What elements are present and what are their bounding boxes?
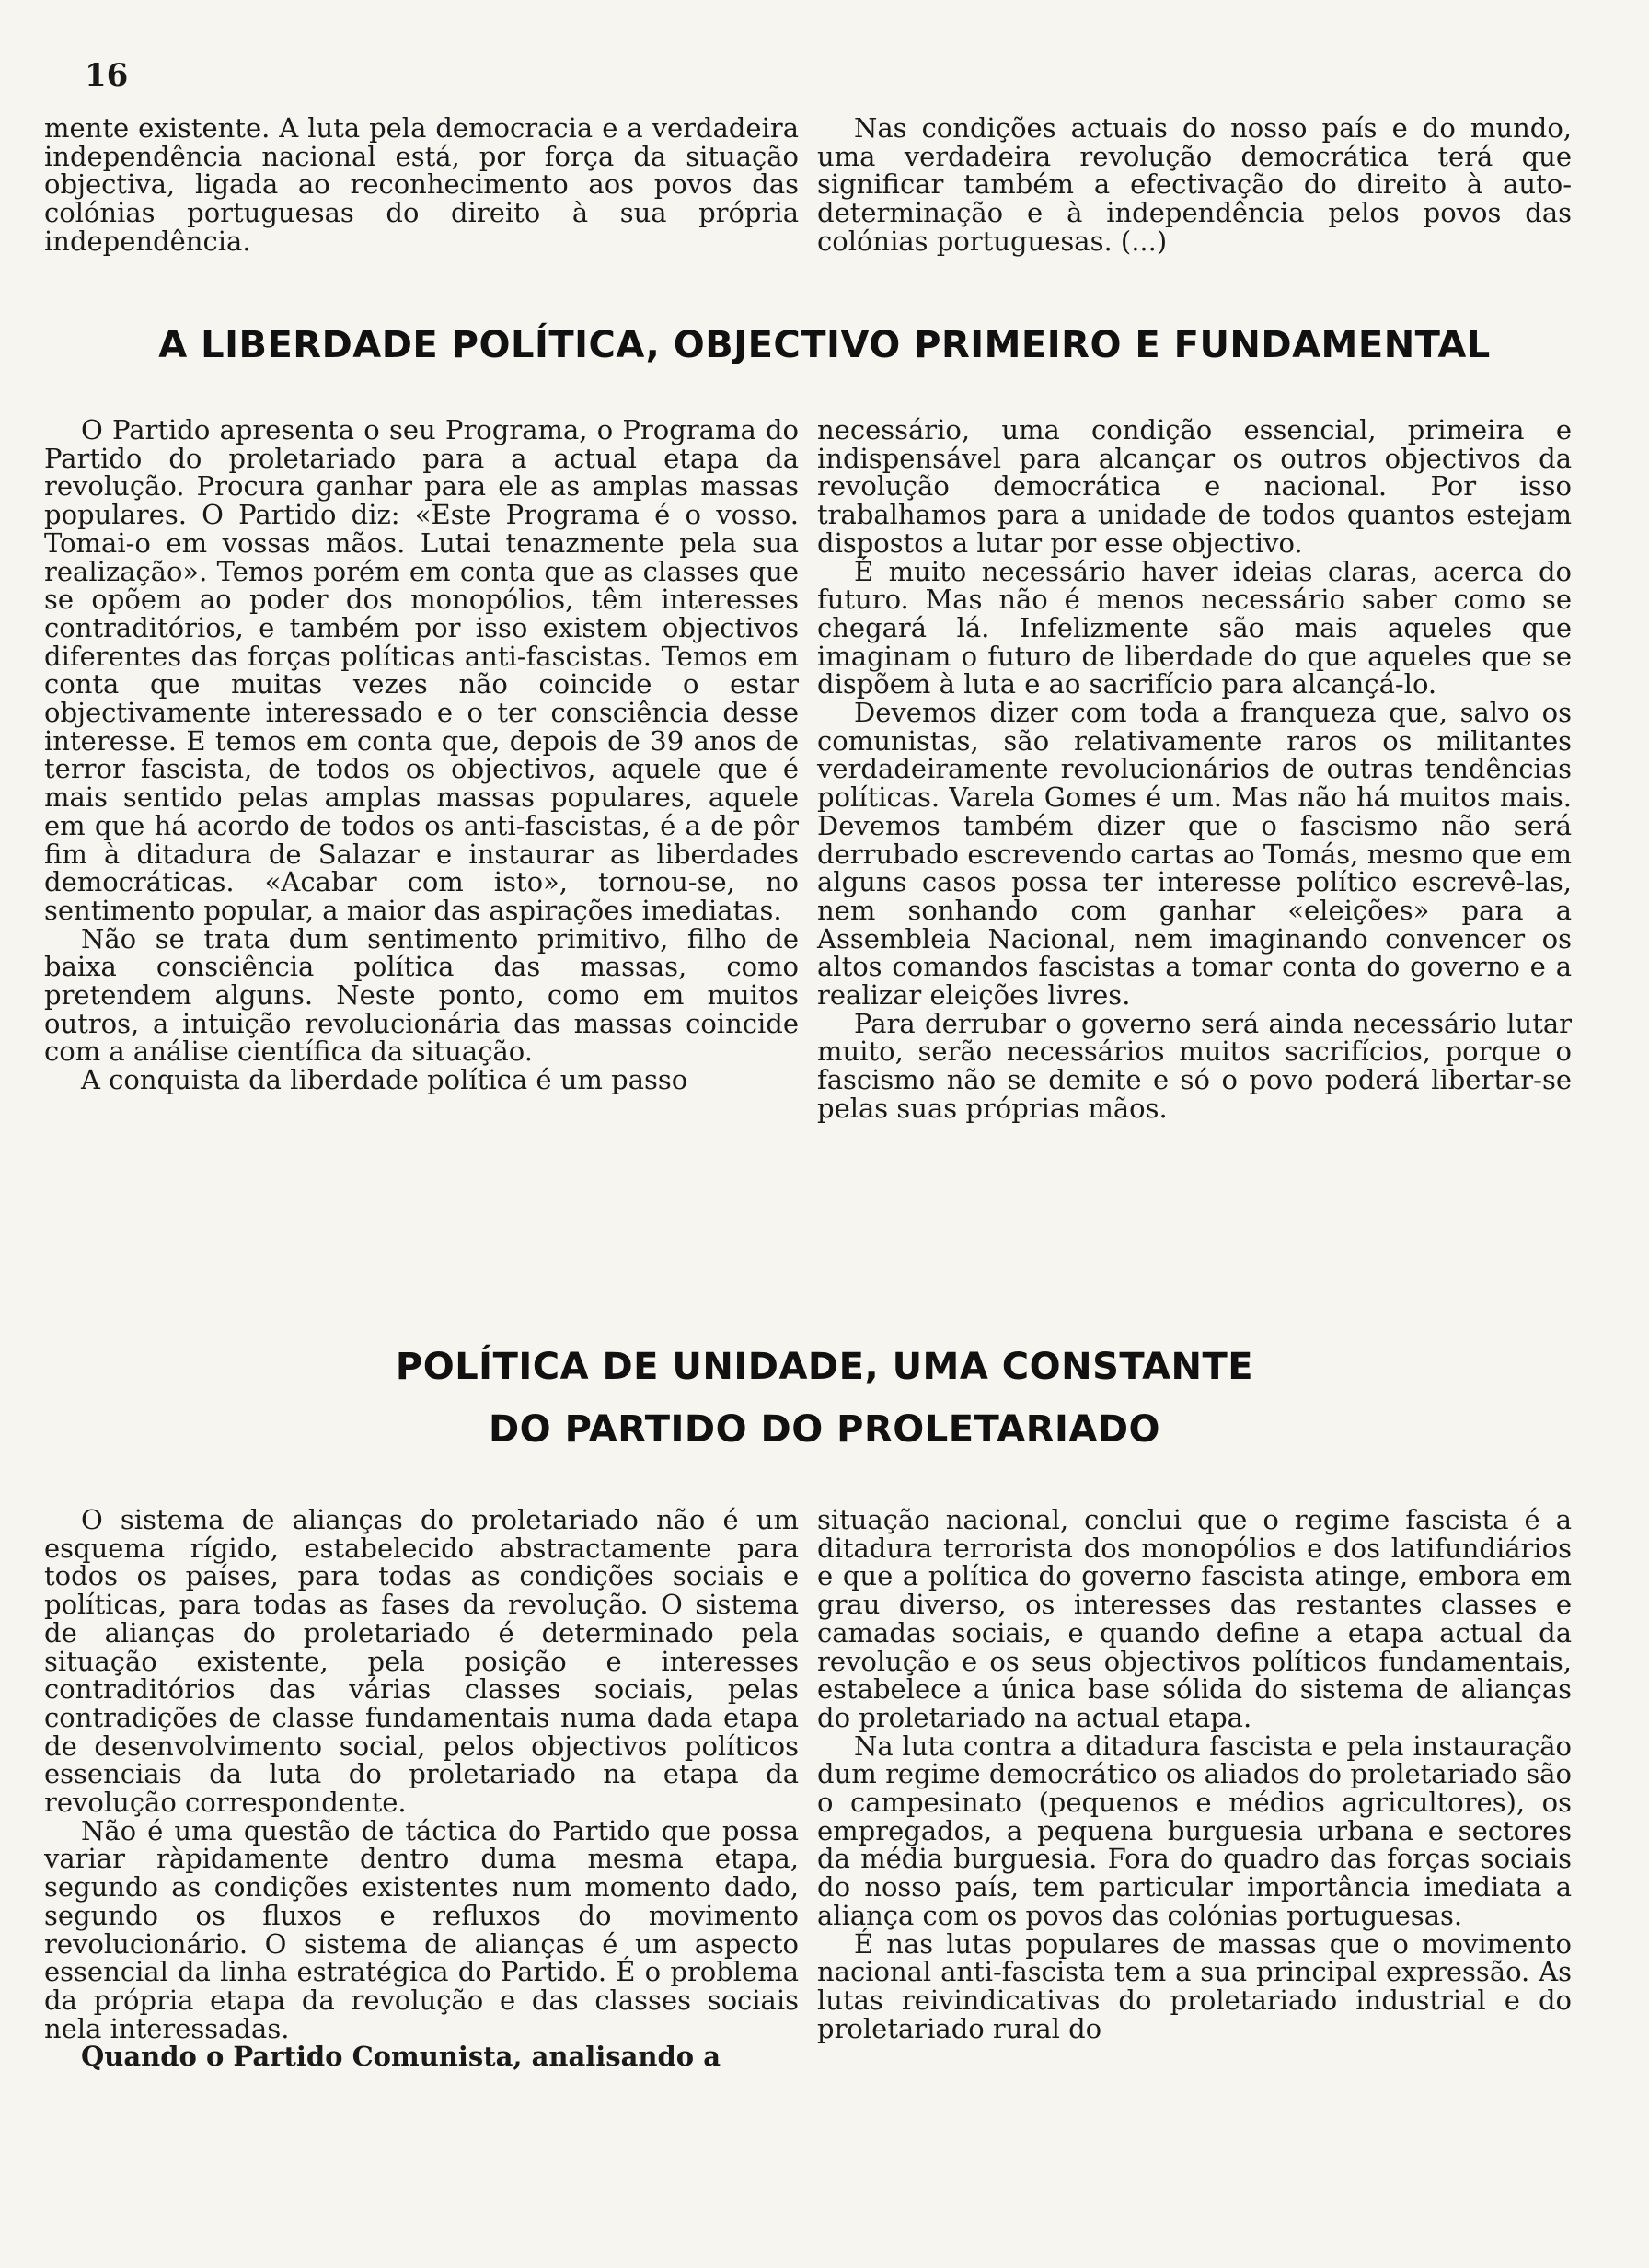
paragraph: É muito necessário haver ideias claras, acerca do futuro. Mas não é menos necessário saber como se chegará lá. Infelizmente são mais aqueles que imaginam o futuro de liberdade do que aqueles que se dispõem à luta e ao sacrifício para alcançá-lo. [817, 555, 1572, 700]
top-columns [44, 114, 1572, 256]
section-heading-liberdade: A LIBERDADE POLÍTICA, OBJECTIVO PRIMEIRO E FUNDAMENTAL [158, 324, 1491, 366]
paragraph: Para derrubar o governo será ainda necessário lutar muito, serão necessários muitos sacrifícios, porque o fascismo não se demite e só o povo poderá libertar-se pelas suas próprias mãos. [817, 1007, 1572, 1124]
paragraph: Na luta contra a ditadura fascista e pela instauração dum regime democrático os aliados do proletariado são o campesinato (pequenos e médios agricultores), os empregados, a pequena burguesia urbana e sectores da média burguesia. Fora do quadro das forças sociais do nosso país, tem particular importância imediata a aliança com os povos das colónias portuguesas. [817, 1730, 1572, 1931]
section1-columns [44, 416, 1572, 1123]
paragraph: necessário, uma condição essencial, primeira e indispensável para alcançar os outros objectivos da revolução democrática e nacional. Por isso trabalhamos para a unidade de todos quantos estejam dispostos a lutar por esse objectivo. [817, 414, 1572, 559]
section2-columns [44, 1506, 1572, 2071]
page-number: 16 [85, 57, 129, 94]
paragraph: É nas lutas populares de massas que o movimento nacional anti-fascista tem a sua principal expressão. As lutas reivindicativas do proletariado industrial e do proletariado rural do [817, 1927, 1572, 2044]
paragraph: Devemos dizer com toda a franqueza que, salvo os comunistas, são relativamente raros os militantes verdadeiramente revolucionários de outras tendências políticas. Varela Gomes é um. Mas não há muitos mais. Devemos também dizer que o fascismo não será derrubado escrevendo cartas ao Tomás, mesmo que em alguns casos possa ter interesse político escrevê-las, nem sonhando com ganhar «eleições» para a Assembleia Nacional, nem imaginando convencer os altos comandos fascistas a tomar conta do governo e a realizar eleições livres. [817, 697, 1572, 1012]
paragraph: Não se trata dum sentimento primitivo, filho de baixa consciência política das massas, como pretendem alguns. Neste ponto, como em muitos outros, a intuição revolucionária das massas coincide com a análise científica da situação. [44, 922, 799, 1068]
section2-left-column [44, 1506, 799, 2071]
top-left-column [44, 114, 799, 256]
paragraph: A conquista da liberdade política é um passo [81, 1064, 688, 1096]
paragraph: Não é uma questão de táctica do Partido que possa variar ràpidamente dentro duma mesma etapa, segundo as condições existentes num momento dado, segundo os fluxos e refluxos do movimento revolucionário. O sistema de alianças é um aspecto essencial da linha estratégica do Partido. É o problema da própria etapa da revolução e das classes sociais nela interessadas. [44, 1814, 799, 2044]
paragraph: situação nacional, conclui que o regime fascista é a ditadura terrorista dos monopólios e dos latifundiários e que a política do governo fascista atinge, embora em grau diverso, os interesses das restantes classes e camadas sociais, e quando define a etapa actual da revolução e os seus objectivos políticos fundamentais, estabelece a única base sólida do sistema de alianças do proletariado na actual etapa. [817, 1504, 1572, 1733]
paragraph: O Partido apresenta o seu Programa, o Programa do Partido do proletariado para a actual etapa da revolução. Procura ganhar para ele as amplas massas populares. O Partido diz: «Este Programa é o vosso. Tomai-o em vossas mãos. Lutai tenazmente pela sua realização». Temos porém em conta que as classes que se opõem ao poder dos monopólios, têm interesses contraditórios, e também por isso existem objectivos diferentes das forças políticas anti-fascistas. Temos em conta que muitas vezes não coincide o estar objectivamente interessado e o ter consciência desse interesse. E temos em conta que, depois de 39 anos de terror fascista, de todos os objectivos, aquele que é mais sentido pelas amplas massas populares, aquele em que há acordo de todos os anti-fascistas, é a de pôr fim à ditadura de Salazar e instaurar as liberdades democráticas. «Acabar com isto», tornou-se, no sentimento popular, a maior das aspirações imediatas. [44, 414, 799, 926]
section1-left-column [44, 416, 799, 1123]
paragraph: mente existente. A luta pela democracia e a verdadeira independência nacional está, por força da situação objectiva, ligada ao reconhecimento aos povos das colónias portuguesas do direito à sua própria independência. [44, 112, 799, 257]
paragraph: O sistema de alianças do proletariado não é um esquema rígido, estabelecido abstractamente para todos os países, para todas as condições sociais e políticas, para todas as fases da revolução. O sistema de alianças do proletariado é determinado pela situação existente, pela posição e interesses contraditórios das várias classes sociais, pelas contradições de classe fundamentais numa dada etapa de desenvolvimento social, pelos objectivos políticos essenciais da luta do proletariado na etapa da revolução correspondente. [44, 1504, 799, 1819]
section2-right-column [817, 1506, 1572, 2071]
paragraph: Nas condições actuais do nosso país e do mundo, uma verdadeira revolução democrática terá que significar também a efectivação do direito à auto-determinação e à independência pelos povos das colónias portuguesas. (...) [817, 112, 1572, 257]
section-heading-unidade-line2: DO PARTIDO DO PROLETARIADO [488, 1408, 1161, 1451]
top-right-column [817, 114, 1572, 256]
section-heading-unidade-line1: POLÍTICA DE UNIDADE, UMA CONSTANTE [395, 1346, 1254, 1388]
paragraph: Quando o Partido Comunista, analisando a [81, 2041, 721, 2073]
section1-right-column [817, 416, 1572, 1123]
